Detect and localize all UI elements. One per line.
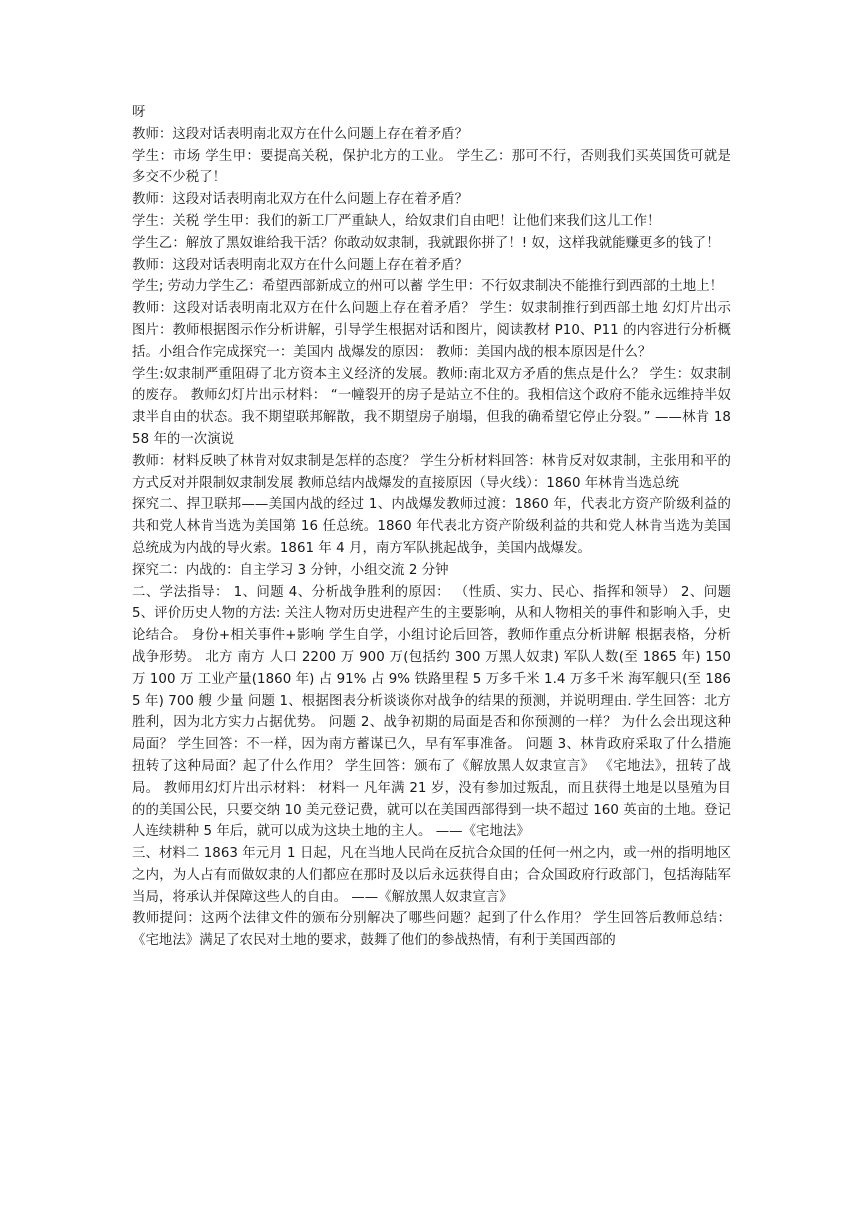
paragraph-13: 探究二：内战的：自主学习 3 分钟，小组交流 2 分钟 bbox=[132, 562, 449, 578]
paragraph-7: 教师：这段对话表明南北双方在什么问题上存在着矛盾？ bbox=[132, 257, 469, 273]
paragraph-9: 教师：这段对话表明南北双方在什么问题上存在着矛盾？ 学生：奴隶制推行到西部土地 幻灯片出示图片：教师根据图示作分析讲解，引导学生根据对话和图片，阅读教材 P10、P11 的内容进行分析概括。小组合作完成探究一：美国内 战爆发的原因： 教师：美国内战的根本原因是什么？ bbox=[132, 301, 731, 360]
paragraph-1: 呀 bbox=[132, 105, 146, 120]
paragraph-10: 学生:奴隶制严重阻碍了北方资本主义经济的发展。教师:南北双方矛盾的焦点是什么？ 学生：奴隶制的废存。 教师幻灯片出示材料： “一幢裂开的房子是站立不住的。我相信这个政府不能永远维持半奴隶半自由的状态。我不期望联邦解散，我不期望房子崩塌，但我的确希望它停止分裂。” ——林肯 1858 年的一次演说 bbox=[132, 366, 731, 447]
paragraph-16: 教师提问：这两个法律文件的颁布分别解决了哪些问题？起到了什么作用？ 学生回答后教师总结：《宅地法》满足了农民对土地的要求，鼓舞了他们的参战热情，有利于美国西部的 bbox=[132, 911, 731, 949]
paragraph-5: 学生：关税 学生甲：我们的新工厂严重缺人，给奴隶们自由吧！让他们来我们这儿工作！ bbox=[132, 213, 661, 229]
paragraph-4: 教师：这段对话表明南北双方在什么问题上存在着矛盾？ bbox=[132, 192, 469, 208]
paragraph-15: 三、材料二 1863 年元月 1 日起，凡在当地人民尚在反抗合众国的任何一州之内，或一州的指明地区之内，为人占有而做奴隶的人们都应在那时及以后永远获得自由；合众国政府行政部门，包括海陆军当局，将承认并保障这些人的自由。 ——《解放黑人奴隶宣言》 bbox=[132, 846, 731, 905]
paragraph-2: 教师：这段对话表明南北双方在什么问题上存在着矛盾？ bbox=[132, 126, 469, 142]
paragraph-3: 学生：市场 学生甲：要提高关税，保护北方的工业。 学生乙：那可不行，否则我们买英国货可就是多交不少税了！ bbox=[132, 148, 731, 186]
paragraph-6: 学生乙：解放了黑奴谁给我干活？你敢动奴隶制，我就跟你拼了！! 奴，这样我就能赚更多的钱了！ bbox=[132, 235, 720, 251]
document-body bbox=[132, 102, 731, 952]
paragraph-8: 学生; 劳动力学生乙：希望西部新成立的州可以蓄 学生甲：不行奴隶制决不能推行到西部的土地上！ bbox=[132, 279, 724, 295]
paragraph-14: 二、学法指导： 1、问题 4、分析战争胜利的原因： （性质、实力、民心、指挥和领导） 2、问题 5、评价历史人物的方法: 关注人物对历史进程产生的主要影响，从和人物相关的事件和影响入手，史论结合。 身份+相关事件+影响 学生自学，小组讨论后回答，教师作重点分析讲解 根据表格，分析战争形势。 北方 南方 人口 2200 万 900 万(包括约 300 万黑人奴隶) 军队人数(至 1865 年) 150 万 100 万 工业产量(1860 年) 占 91% 占 9% 铁路里程 5 万多千米 1.4 万多千米 海军舰只(至 1865 年) 700 艘 少量 问题 1、根据图表分析谈谈你对战争的结果的预测，并说明理由. 学生回答：北方胜利，因为北方实力占据优势。 问题 2、战争初期的局面是否和你预测的一样？ 为什么会出现这种局面？ 学生回答：不一样，因为南方蓄谋已久，早有军事准备。 问题 3、林肯政府采取了什么措施扭转了这种局面？起了什么作用？ 学生回答：颁布了《解放黑人奴隶宣言》 《宅地法》，扭转了战局。 教师用幻灯片出示材料： 材料一 凡年满 21 岁，没有参加过叛乱，而且获得土地是以垦殖为目的的美国公民，只要交纳 10 美元登记费，就可以在美国西部得到一块不超过 160 英亩的土地。登记人连续耕种 5 年后，就可以成为这块土地的主人。 ——《宅地法》 bbox=[132, 584, 731, 840]
paragraph-12: 探究二、捍卫联邦——美国内战的经过 1、内战爆发教师过渡：1860 年，代表北方资产阶级利益的共和党人林肯当选为美国第 16 任总统。1860 年代表北方资产阶级利益的共和党人林肯当选为美国总统成为内战的导火索。1861 年 4 月，南方军队挑起战争，美国内战爆发。 bbox=[132, 497, 731, 556]
paragraph-11: 教师：材料反映了林肯对奴隶制是怎样的态度？ 学生分析材料回答：林肯反对奴隶制，主张用和平的方式反对并限制奴隶制发展 教师总结内战爆发的直接原因（导火线）：1860 年林肯当选总统 bbox=[132, 453, 731, 491]
